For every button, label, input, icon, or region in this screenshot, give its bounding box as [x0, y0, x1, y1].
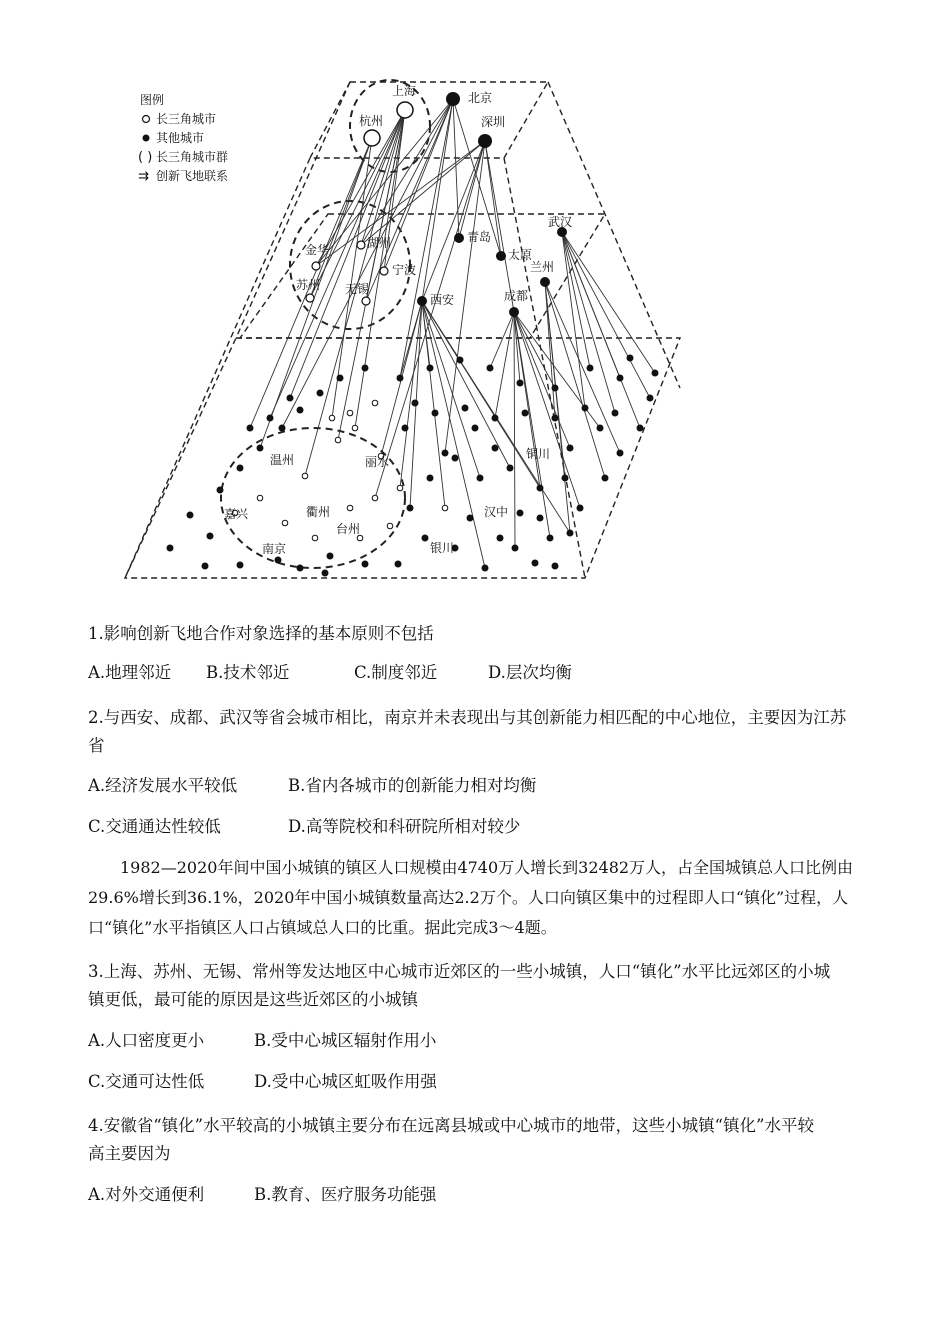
city-dot	[552, 563, 558, 569]
city-dot	[477, 475, 483, 481]
q3-options-row1	[88, 1029, 436, 1053]
city-shenzhen: 深圳	[481, 115, 506, 129]
city-dot	[395, 561, 401, 567]
city-dot	[297, 407, 303, 413]
q2-options-row2	[88, 815, 520, 839]
city-xian: 西安	[430, 293, 455, 307]
city-dot	[287, 395, 293, 401]
city-jiaxing: 嘉兴	[224, 507, 249, 521]
q4-option-b[interactable]: B.教育、医疗服务功能强	[254, 1185, 437, 1204]
city-dot	[507, 465, 513, 471]
link-line	[384, 99, 453, 271]
city-dot	[362, 365, 368, 371]
q4-stem-line2: 高主要因为	[88, 1144, 171, 1163]
city-dot	[302, 473, 308, 479]
city-taizhou: 台州	[336, 522, 361, 536]
q2-option-a[interactable]: A.经济发展水平较低	[88, 776, 238, 795]
link-line	[316, 141, 485, 266]
q2-option-c[interactable]: C.交通通达性较低	[88, 817, 221, 836]
link-line	[514, 312, 570, 448]
city-dot	[617, 375, 623, 381]
city-dot	[422, 535, 428, 541]
link-line	[514, 312, 515, 548]
city-jinhua: 金华	[305, 243, 330, 257]
city-chengdu: 成都	[504, 289, 529, 303]
city-dot	[397, 485, 403, 491]
city-dot	[567, 530, 573, 536]
q2-option-d[interactable]: D.高等院校和科研院所相对较少	[288, 817, 521, 836]
city-dot	[472, 425, 478, 431]
link-line	[422, 301, 485, 568]
q1-option-b[interactable]: B.技术邻近	[206, 663, 290, 682]
link-line	[490, 312, 514, 368]
city-beijing: 北京	[468, 91, 493, 105]
city-dot	[397, 375, 403, 381]
city-dot	[202, 563, 208, 569]
legend-title: 图例	[140, 93, 165, 107]
filled-circle-icon	[143, 135, 150, 142]
link-line	[422, 141, 485, 301]
city-dot	[279, 425, 285, 431]
link-line	[545, 282, 570, 533]
q3-option-b[interactable]: B.受中心城区辐射作用小	[254, 1031, 437, 1050]
link-line	[562, 232, 640, 428]
city-suzhou: 苏州	[296, 278, 321, 292]
city-dot	[187, 512, 193, 518]
city-dot	[297, 565, 303, 571]
link-line	[562, 232, 590, 368]
city-dot	[442, 505, 448, 511]
city-dot	[637, 425, 643, 431]
city-ningbo: 宁波	[392, 263, 417, 277]
q2-options-row1	[88, 774, 536, 798]
city-wenzhou: 温州	[270, 453, 295, 467]
city-dot	[552, 385, 558, 391]
city-dot	[467, 515, 473, 521]
city-dot	[412, 400, 418, 406]
city-dot	[602, 475, 608, 481]
city-dot	[562, 475, 568, 481]
city-dot	[357, 535, 363, 541]
city-dot	[487, 365, 493, 371]
city-dot	[347, 505, 353, 511]
link-line	[562, 232, 650, 398]
q1-stem: 1.影响创新飞地合作对象选择的基本原则不包括	[88, 624, 434, 643]
q4-options-row1	[88, 1183, 436, 1207]
city-dot	[237, 562, 243, 568]
link-line	[562, 232, 615, 413]
middle-layer-cities	[296, 214, 572, 317]
city-dot	[335, 437, 341, 443]
city-dot	[512, 545, 518, 551]
city-tongchuan: 铜川	[526, 447, 551, 461]
city-dot	[552, 415, 558, 421]
city-dot	[329, 415, 335, 421]
city-dot	[275, 557, 281, 563]
city-dot	[427, 475, 433, 481]
arrow-icon: ⇉	[138, 169, 149, 184]
link-line	[310, 138, 372, 298]
city-dot	[372, 495, 378, 501]
city-dot	[547, 535, 553, 541]
city-dot	[537, 485, 543, 491]
city-lanzhou: 兰州	[530, 260, 555, 274]
q1-option-c[interactable]: C.制度邻近	[354, 663, 438, 682]
city-dot	[267, 415, 273, 421]
city-dot	[587, 365, 593, 371]
city-dot	[402, 425, 408, 431]
city-dot	[532, 560, 538, 566]
city-dot	[517, 510, 523, 516]
city-dot	[582, 405, 588, 411]
dashed-ellipse-icon: ( )	[138, 150, 153, 165]
city-hangzhou: 杭州	[359, 114, 384, 128]
city-yinchuan: 银川	[430, 541, 455, 555]
city-dot	[327, 553, 333, 559]
network-diagram	[100, 68, 700, 588]
city-dot	[372, 400, 378, 406]
city-nanjing: 南京	[262, 542, 287, 556]
city-dot	[647, 395, 653, 401]
city-dot	[492, 445, 498, 451]
city-taiyuan: 太原	[508, 248, 533, 262]
legend-item-link: 创新飞地联系	[156, 169, 229, 183]
city-dot	[577, 505, 583, 511]
q2-option-b[interactable]: B.省内各城市的创新能力相对均衡	[288, 776, 537, 795]
city-dot	[497, 535, 503, 541]
link-line	[545, 282, 605, 478]
middle-layer-plane	[240, 214, 605, 338]
city-dot	[347, 410, 353, 416]
city-dot	[352, 425, 358, 431]
city-dot	[517, 380, 523, 386]
city-shanghai: 上海	[392, 84, 417, 98]
city-dot	[362, 561, 368, 567]
top-layer-plane	[310, 82, 548, 158]
link-line	[453, 99, 459, 238]
city-dot	[432, 410, 438, 416]
link-line	[485, 141, 514, 312]
link-line	[422, 301, 510, 468]
q1-option-d[interactable]: D.层次均衡	[488, 663, 572, 682]
city-dot	[207, 533, 213, 539]
legend-item-other-city: 其他城市	[156, 131, 205, 145]
q3-options-row2	[88, 1070, 437, 1094]
link-line	[422, 301, 480, 478]
city-dot	[597, 425, 603, 431]
q1-option-a[interactable]: A.地理邻近	[88, 663, 172, 682]
q3-stem-line1: 3.上海、苏州、无锡、常州等发达地区中心城市近郊区的一些小城镇，人口“镇化”水平比远郊区的小城	[88, 962, 831, 981]
city-wuxi: 无锡	[345, 282, 370, 296]
q1-options	[88, 661, 572, 685]
city-lishui: 丽水	[365, 455, 390, 469]
q3-option-a[interactable]: A.人口密度更小	[88, 1031, 205, 1050]
city-dot	[387, 523, 393, 529]
city-dot	[237, 465, 243, 471]
q2-stem-line1: 2.与西安、成都、武汉等省会城市相比，南京并未表现出与其创新能力相匹配的中心地位，主要因为江苏	[88, 708, 847, 727]
city-dot	[457, 357, 463, 363]
city-dot	[217, 487, 223, 493]
city-dot	[452, 455, 458, 461]
city-dot	[257, 445, 263, 451]
city-quzhou: 衢州	[306, 505, 331, 519]
city-dot	[282, 520, 288, 526]
city-dot	[627, 355, 633, 361]
link-line	[495, 312, 514, 418]
city-dot	[167, 545, 173, 551]
city-dot	[407, 505, 413, 511]
open-circle-icon	[143, 116, 150, 123]
link-line	[400, 301, 422, 488]
legend	[138, 92, 228, 184]
city-dot	[427, 365, 433, 371]
q3-option-c[interactable]: C.交通可达性低	[88, 1072, 205, 1091]
q3-option-d[interactable]: D.受中心城区虹吸作用强	[254, 1072, 437, 1091]
city-wuhan: 武汉	[548, 215, 573, 229]
city-dot	[652, 370, 658, 376]
city-dot	[322, 570, 328, 576]
city-dot	[247, 425, 253, 431]
city-dot	[312, 535, 318, 541]
city-dot	[257, 495, 263, 501]
city-dot	[482, 565, 488, 571]
legend-item-yrd-city: 长三角城市	[156, 112, 217, 126]
city-dot	[612, 410, 618, 416]
city-dot	[617, 450, 623, 456]
q4-option-a[interactable]: A.对外交通便利	[88, 1185, 205, 1204]
top-layer-cities	[359, 83, 505, 148]
city-dot	[567, 445, 573, 451]
city-dot	[442, 450, 448, 456]
city-dot	[337, 375, 343, 381]
city-hanzhong: 汉中	[484, 505, 509, 519]
city-dot	[492, 415, 498, 421]
q3-stem-line2: 镇更低，最可能的原因是这些近郊区的小城镇	[88, 990, 418, 1009]
passage-text: 1982—2020年间中国小城镇的镇区人口规模由4740万人增长到32482万人，占全国城镇总人口比例由29.6%增长到36.1%，2020年中国小城镇数量高达2.2万个。人口向镇区集中的过程即人口“镇化”过程，人口“镇化”水平指镇区人口占镇域总人口的比重。据此完成3～4题。	[88, 858, 854, 937]
city-dot	[522, 410, 528, 416]
q4-stem-line1: 4.安徽省“镇化”水平较高的小城镇主要分布在远离县城或中心城市的地带，这些小城镇“镇化”水平较	[88, 1116, 814, 1135]
city-qingdao: 青岛	[467, 230, 492, 244]
city-dot	[317, 390, 323, 396]
city-huzhou: 湖州	[367, 236, 392, 250]
innovation-enclave-network-figure	[100, 68, 700, 588]
city-dot	[462, 405, 468, 411]
city-dot	[537, 515, 543, 521]
legend-item-yrd-cluster: 长三角城市群	[156, 150, 229, 164]
q2-stem-line2: 省	[88, 736, 105, 755]
